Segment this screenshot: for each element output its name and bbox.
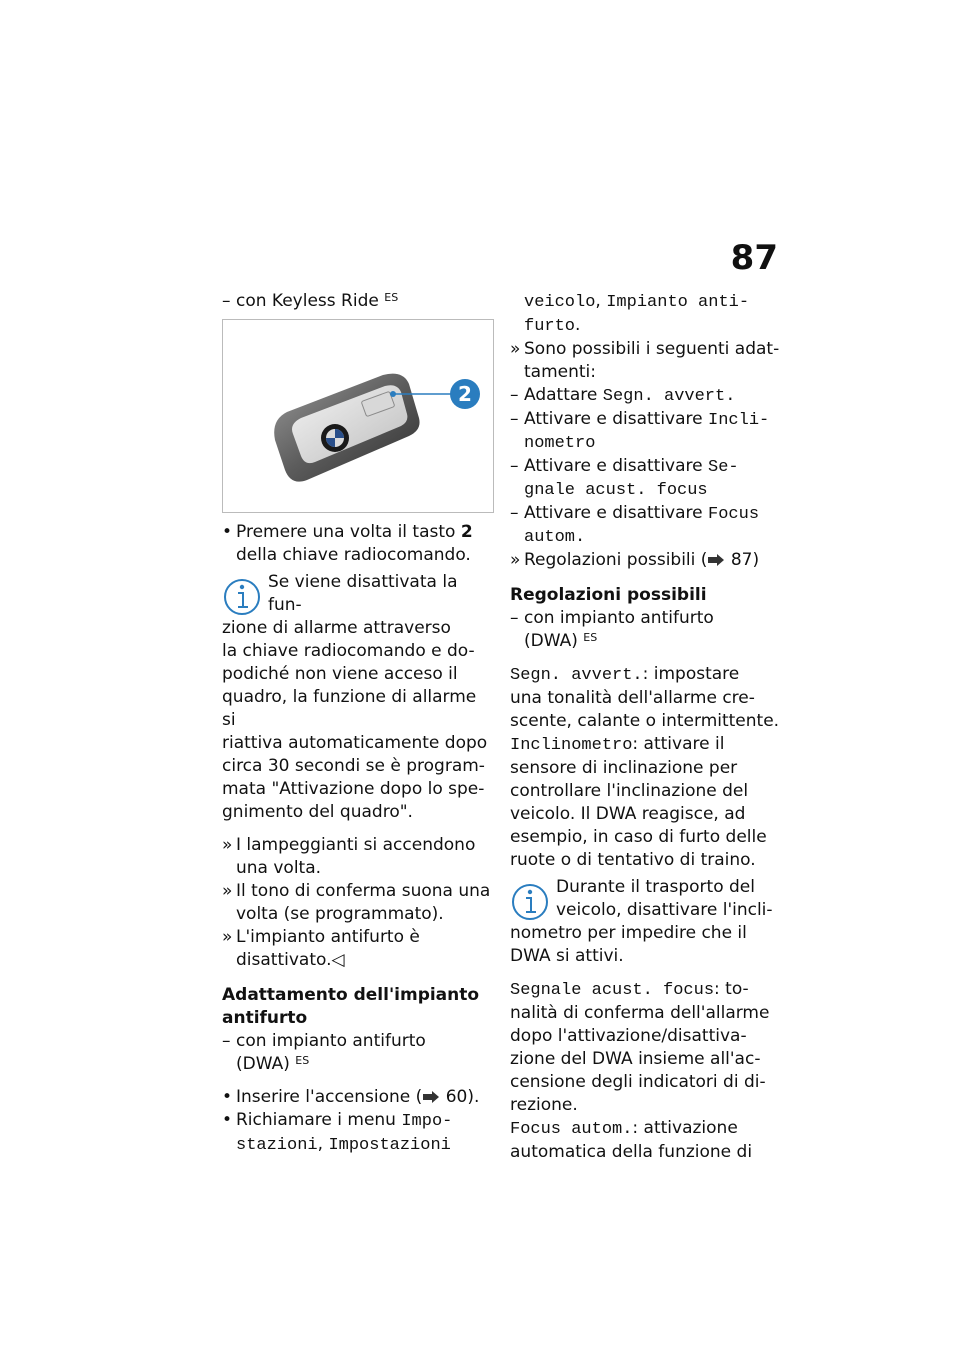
dash-marker: –	[222, 1031, 231, 1051]
result-lamps: » I lampeggianti si accendono una volta.	[222, 835, 476, 878]
desc-focus-autom: Focus autom.: attivazione automatica della funzione di	[510, 1118, 753, 1162]
page-reference-arrow-icon	[707, 554, 725, 566]
right-column	[510, 290, 780, 1164]
section-heading-adattamento: Adattamento dell'impianto antifurto	[222, 985, 480, 1028]
bullet-marker: •	[222, 1087, 233, 1107]
callout-badge: 2	[450, 379, 480, 409]
result-settings-ref: » Regolazioni possibili ( 87)	[510, 550, 760, 570]
dash-marker: –	[222, 291, 231, 311]
result-marker: »	[222, 927, 233, 947]
dash-marker: –	[510, 409, 519, 429]
result-marker: »	[222, 881, 233, 901]
result-disarmed: » L'impianto antifurto è disattivato.◁	[222, 927, 420, 970]
dash-marker: –	[510, 456, 519, 476]
page-reference-arrow-icon	[422, 1091, 440, 1103]
info-icon	[510, 878, 550, 922]
bullet-marker: •	[222, 522, 233, 542]
step-press-button: • Premere una volta il tasto 2 della chiave radiocomando.	[222, 522, 473, 565]
condition-dwa: – con impianto antifurto (DWA) $^{ES}$	[222, 1031, 426, 1074]
option-focus-autom: – Attivare e disattivare Focus autom.	[510, 503, 760, 547]
option-segnale-acust: – Attivare e disattivare Se- gnale acust. focus	[510, 456, 739, 500]
dash-marker: –	[510, 608, 519, 628]
option-inclinometro: – Attivare e disattivare Incli- nometro	[510, 409, 770, 453]
desc-segn-avvert: Segn. avvert.: impostare una tonalità dell'allarme cre- scente, calante o intermittente.	[510, 664, 780, 731]
menu-path-continued: veicolo, Impianto anti- furto.	[524, 291, 750, 336]
bullet-marker: •	[222, 1110, 233, 1130]
section-heading-regolazioni: Regolazioni possibili	[510, 585, 707, 605]
key-fob-illustration	[223, 320, 493, 512]
dash-marker: –	[510, 385, 519, 405]
left-column	[222, 290, 494, 1157]
desc-segnale-acust: Segnale acust. focus: to- nalità di conferma dell'allarme dopo l'attivazione/disattiva- zione del DWA insieme all'ac- censione degli indicatori di di- rezione.	[510, 979, 770, 1115]
key-fob-figure	[222, 319, 494, 513]
result-marker: »	[510, 550, 521, 570]
step-ignition: • Inserire l'accensione ( 60).	[222, 1087, 480, 1107]
result-marker: »	[222, 835, 233, 855]
end-of-section-mark: ◁	[331, 950, 345, 970]
option-segn-avvert: – Adattare Segn. avvert.	[510, 385, 736, 406]
result-marker: »	[510, 339, 521, 359]
desc-inclinometro: Inclinometro: attivare il sensore di inclinazione per controllare l'inclinazione del veicolo. Il DWA reagisce, ad esempio, in caso di furto delle ruote o di tentativo di traino.	[510, 734, 767, 870]
condition-keyless: – con Keyless Ride $^{ES}$	[222, 291, 399, 311]
dash-marker: –	[510, 503, 519, 523]
info-note: Se viene disattivata la fun- zione di allarme attraverso la chiave radiocomando e do- podiché non viene acceso il quadro, la funzione di allarme si riattiva automaticamente dopo circa 30 secondi se è program- mata "Attivazione dopo lo spe- gnimento del quadro".	[222, 572, 488, 822]
page-number: 87	[730, 238, 778, 278]
info-icon	[222, 573, 262, 617]
condition-dwa-right: – con impianto antifurto (DWA) $^{ES}$	[510, 608, 714, 651]
result-tone: » Il tono di conferma suona una volta (se programmato).	[222, 881, 491, 924]
info-note-transport: Durante il trasporto del veicolo, disattivare l'incli- nometro per impedire che il DWA si attivi.	[510, 877, 773, 966]
step-open-menu: • Richiamare i menu Impo- stazioni, Impostazioni	[222, 1110, 453, 1155]
result-adjustments: » Sono possibili i seguenti adat- tamenti:	[510, 339, 780, 382]
